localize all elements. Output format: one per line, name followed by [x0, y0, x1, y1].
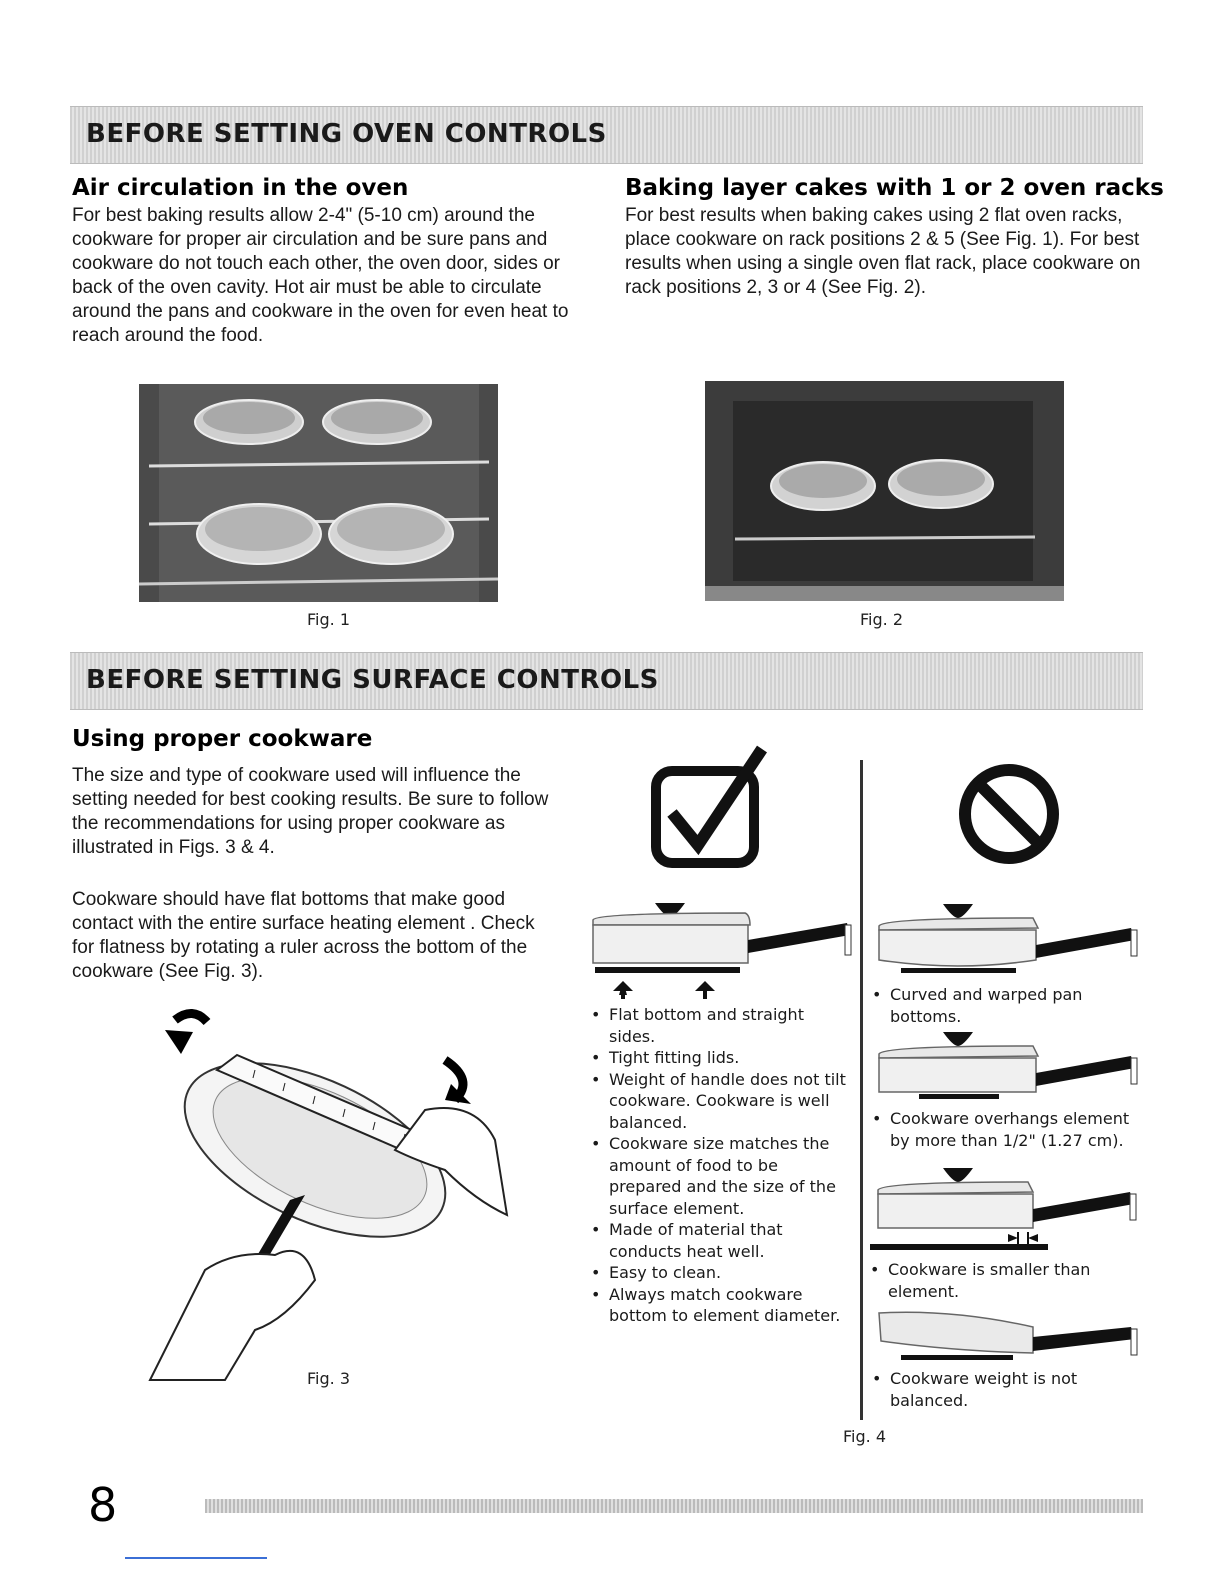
baking-cakes-title: Baking layer cakes with 1 or 2 oven racks [625, 175, 1164, 201]
surface-controls-banner [70, 652, 1143, 710]
overhang-pan-illustration [873, 1028, 1143, 1103]
fig2-oven-photo [705, 381, 1064, 601]
proper-cookware-text-2: Cookware should have flat bottoms that make good contact with the entire surface heating element . Check for flatness by rotating a ruler across the bottom of the cookware (See Fig. 3). [72, 889, 535, 982]
good-item: • Flat bottom and straight sides. [589, 1004, 849, 1047]
fig4-divider [860, 760, 863, 1420]
fig1-caption: Fig. 1 [307, 610, 350, 629]
curved-pan-illustration [873, 900, 1143, 975]
bad-item-list-2 [870, 1108, 1145, 1151]
air-circulation-text: For best baking results allow 2-4" (5-10 cm) around the cookware for proper air circulation and be sure pans and cookware do not touch each other, the oven door, sides or back of the oven cavity. Hot air must be able to circulate around the pans and cookware in the oven for even heat to reach around the food. [72, 205, 569, 346]
bad-item: • Curved and warped pan bottoms. [870, 984, 1140, 1027]
unbalanced-pan-illustration [873, 1305, 1143, 1367]
good-item: • Easy to clean. [589, 1262, 849, 1284]
fig4-caption: Fig. 4 [843, 1427, 886, 1446]
footer-link-line [125, 1557, 267, 1559]
baking-cakes-text: For best results when baking cakes using 2 flat oven racks, place cookware on rack positions 2 & 5 (See Fig. 1). For best results when using a single oven flat rack, place cookware on rack positions 2, 3 or 4 (See Fig. 2). [625, 205, 1141, 298]
fig1-oven-photo [139, 384, 498, 602]
good-pan-illustration [585, 895, 860, 1000]
air-circulation-title: Air circulation in the oven [72, 175, 409, 201]
page-number: 8 [88, 1478, 118, 1532]
checkmark-icon [650, 745, 770, 870]
fig3-ruler-illustration [145, 1000, 515, 1385]
bad-item: • Cookware weight is not balanced. [870, 1368, 1140, 1411]
good-item: • Cookware size matches the amount of food to be prepared and the size of the surface element. [589, 1133, 849, 1219]
good-item: • Tight fitting lids. [589, 1047, 849, 1069]
proper-cookware-title: Using proper cookware [72, 726, 373, 752]
bad-item: • Cookware overhangs element by more than 1/2" (1.27 cm). [870, 1108, 1145, 1151]
oven-controls-heading: BEFORE SETTING OVEN CONTROLS [86, 119, 607, 149]
good-cookware-list [589, 1004, 849, 1327]
bad-item-list-1 [870, 984, 1140, 1027]
fig3-caption: Fig. 3 [307, 1369, 350, 1388]
good-item: • Made of material that conducts heat well. [589, 1219, 849, 1262]
bad-item-list-3 [868, 1259, 1143, 1302]
good-item: • Always match cookware bottom to element diameter. [589, 1284, 849, 1327]
bad-item: • Cookware is smaller than element. [868, 1259, 1143, 1302]
proper-cookware-text-1: The size and type of cookware used will influence the setting needed for best cooking results. Be sure to follow the recommendations for using proper cookware as illustrated in Figs. 3 & 4. [72, 765, 549, 858]
fig2-caption: Fig. 2 [860, 610, 903, 629]
good-item: • Weight of handle does not tilt cookware. Cookware is well balanced. [589, 1069, 849, 1134]
surface-controls-heading: BEFORE SETTING SURFACE CONTROLS [86, 665, 659, 695]
smaller-pan-illustration [868, 1164, 1143, 1256]
footer-rule [205, 1499, 1143, 1513]
bad-item-list-4 [870, 1368, 1140, 1411]
oven-controls-banner [70, 106, 1143, 164]
prohibited-icon [955, 760, 1063, 868]
